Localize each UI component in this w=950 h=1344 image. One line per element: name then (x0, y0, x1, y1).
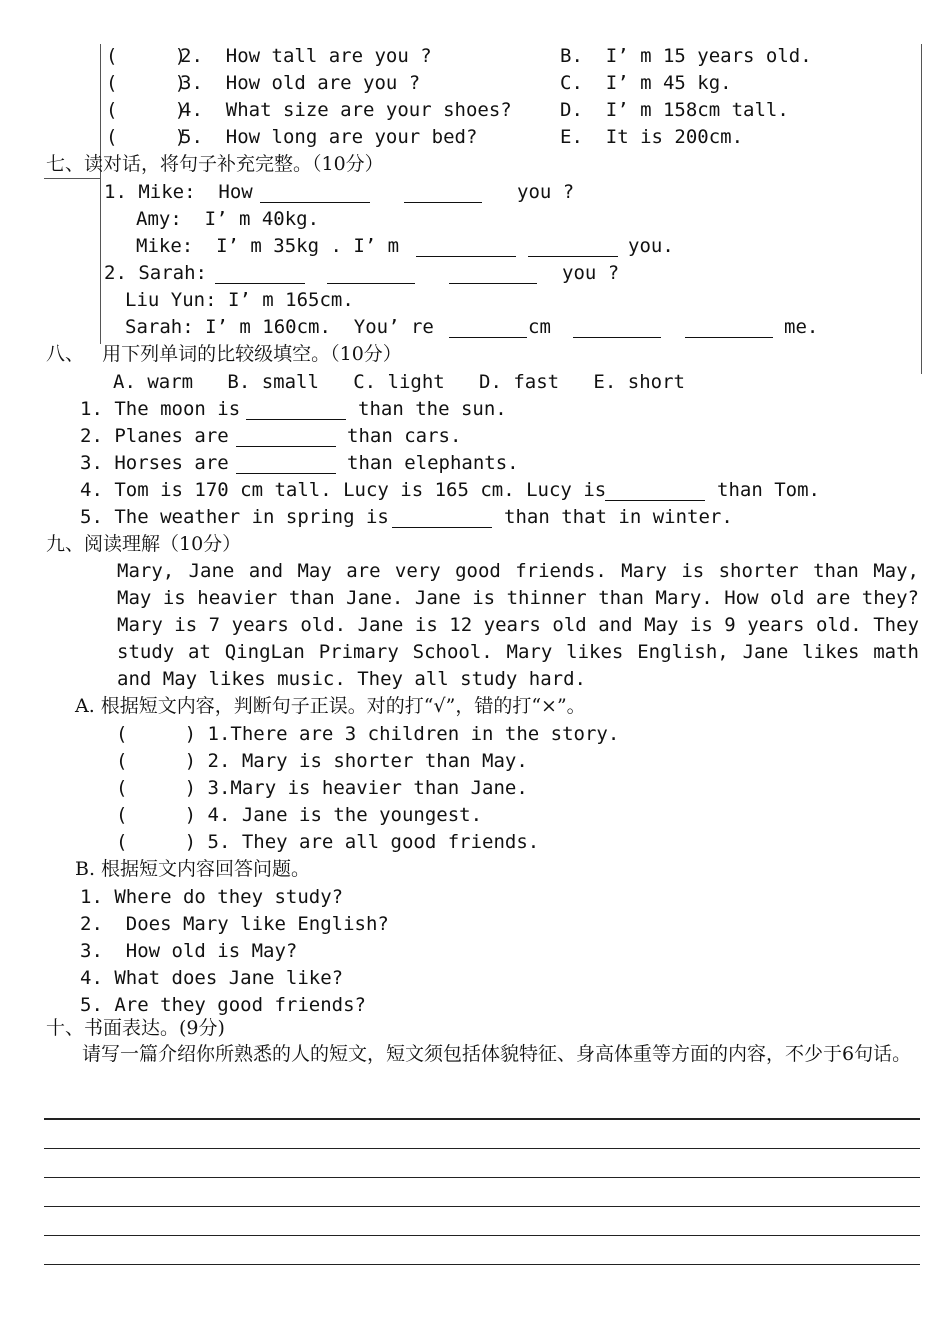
s7-blank-10[interactable] (685, 319, 773, 338)
s6-row-4-paren[interactable]: ( ) (106, 126, 187, 148)
s8-item-4-blank[interactable] (605, 482, 705, 501)
s8-item-1-blank[interactable] (246, 401, 346, 420)
s7-dialog1-line3-end: you. (628, 235, 674, 257)
s6-row-1-answer: B. I’ m 15 years old. (560, 45, 812, 67)
s8-item-2-text: 2. Planes are (80, 425, 229, 447)
writing-line-3[interactable] (44, 1177, 920, 1178)
s9-partB-item-3: 3. How old is May? (80, 940, 298, 962)
s8-item-2-tail: than cars. (347, 425, 462, 447)
s6-row-4-answer: E. It is 200cm. (560, 126, 744, 148)
writing-line-1[interactable] (44, 1118, 920, 1120)
s7-blank-2[interactable] (404, 184, 482, 203)
s7-blank-9[interactable] (573, 319, 661, 338)
s7-dialog2-line2: Liu Yun: I’ m 165cm. (125, 289, 354, 311)
s7-blank-7[interactable] (449, 265, 537, 284)
writing-line-4[interactable] (44, 1206, 920, 1207)
s7-blank-8[interactable] (449, 319, 527, 338)
s7-blank-6[interactable] (327, 265, 415, 284)
s6-row-1-paren[interactable]: ( ) (106, 45, 187, 67)
s9-partA-item-4[interactable]: ( ) 4. Jane is the youngest. (116, 804, 483, 826)
s7-dialog1-line1-start: 1. Mike: How (104, 181, 253, 203)
s7-dialog1-line1-end: you ? (517, 181, 575, 203)
s9-partB-item-2: 2. Does Mary like English? (80, 913, 389, 935)
s7-blank-3[interactable] (416, 238, 516, 257)
writing-line-2[interactable] (44, 1148, 920, 1149)
s8-item-5-blank[interactable] (392, 509, 492, 528)
s8-word-bank: A. warm B. small C. light D. fast E. short (113, 371, 685, 393)
s9-partB-title: B. 根据短文内容回答问题。 (75, 858, 311, 880)
writing-line-5[interactable] (44, 1235, 920, 1236)
s6-row-2-answer: C. I’ m 45 kg. (560, 72, 732, 94)
s7-dialog1-line3-start: Mike: I’ m 35kg . I’ m (136, 235, 400, 257)
s7-dialog2-line3-mid: cm (528, 316, 551, 338)
frame-line-top-left (44, 178, 100, 179)
s8-item-2-blank[interactable] (236, 428, 336, 447)
s6-row-3-paren[interactable]: ( ) (106, 99, 187, 121)
writing-line-6[interactable] (44, 1264, 920, 1265)
s7-blank-5[interactable] (215, 265, 305, 284)
s7-dialog2-line1-start: 2. Sarah: (104, 262, 207, 284)
s9-partB-item-1: 1. Where do they study? (80, 886, 344, 908)
frame-line-left (100, 44, 101, 344)
s7-dialog2-line3-end: me. (784, 316, 819, 338)
s8-item-3-tail: than elephants. (347, 452, 519, 474)
s9-partB-item-4: 4. What does Jane like? (80, 967, 344, 989)
s6-row-1-question: 2. How tall are you ? (180, 45, 432, 67)
s9-partA-item-3[interactable]: ( ) 3.Mary is heavier than Jane. (116, 777, 528, 799)
s6-row-2-paren[interactable]: ( ) (106, 72, 187, 94)
s6-row-4-question: 5. How long are your bed? (180, 126, 478, 148)
s8-item-3-blank[interactable] (236, 455, 336, 474)
s9-partA-item-5[interactable]: ( ) 5. They are all good friends. (116, 831, 540, 853)
s7-dialog2-line3-start: Sarah: I’ m 160cm. You’ re (125, 316, 434, 338)
s7-dialog2-line1-end: you ? (562, 262, 620, 284)
s9-partA-title: A. 根据短文内容，判断句子正误。对的打“√”，错的打“×”。 (75, 695, 586, 717)
s8-item-1-text: 1. The moon is (80, 398, 241, 420)
s8-item-4-text: 4. Tom is 170 cm tall. Lucy is 165 cm. Lucy is (80, 479, 607, 501)
s8-item-4-tail: than Tom. (717, 479, 820, 501)
s6-row-2-question: 3. How old are you ? (180, 72, 421, 94)
s7-blank-4[interactable] (528, 238, 618, 257)
s6-row-3-question: 4. What size are your shoes? (180, 99, 512, 121)
s8-item-1-tail: than the sun. (358, 398, 507, 420)
section9-title: 九、阅读理解（10分） (46, 533, 242, 555)
s8-item-5-text: 5. The weather in spring is (80, 506, 389, 528)
s9-partB-item-5: 5. Are they good friends? (80, 994, 366, 1016)
section7-title: 七、读对话，将句子补充完整。（10分） (46, 153, 384, 175)
s9-partA-item-1[interactable]: ( ) 1.There are 3 children in the story. (116, 723, 620, 745)
s9-reading-passage: Mary, Jane and May are very good friends. Mary is shorter than May, May is heavier than Jane. Jane is thinner than Mary. How old are they? Mary is 7 years old. Jane is 12 years old and May is 9 years old. They study at QingLan Primary School. Mary likes English, Jane likes math and May likes music. They all study hard. (117, 560, 919, 690)
s10-instruction: 请写一篇介绍你所熟悉的人的短文，短文须包括体貌特征、身高体重等方面的内容，不少于6句话。 (82, 1043, 912, 1065)
s8-item-3-text: 3. Horses are (80, 452, 229, 474)
s8-item-5-tail: than that in winter. (504, 506, 733, 528)
s7-dialog1-line2: Amy: I’ m 40kg. (136, 208, 320, 230)
s7-blank-1[interactable] (260, 184, 370, 203)
s6-row-3-answer: D. I’ m 158cm tall. (560, 99, 789, 121)
section8-title: 八、 用下列单词的比较级填空。（10分） (46, 343, 402, 365)
s9-partA-item-2[interactable]: ( ) 2. Mary is shorter than May. (116, 750, 528, 772)
frame-line-right (921, 44, 922, 374)
section10-title: 十、书面表达。(9分) (46, 1017, 225, 1039)
